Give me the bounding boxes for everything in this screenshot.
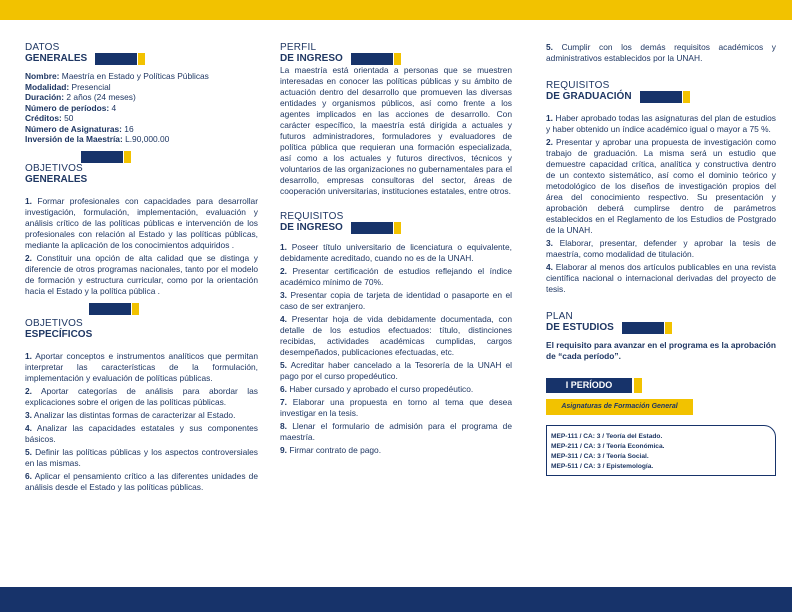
data-row: Número de Asignaturas: 16 [25, 123, 134, 134]
section-heading: OBJETIVOS [25, 317, 83, 329]
list-item: 2. Constituir una opción de alta calidad que se distinga y diferencie de otros programas nacionales, tanto por el modelo de formación y estructura curricular, como por la orientación hacia el Estado y la política pública . [25, 252, 258, 296]
section-heading-bold: DE INGRESO [280, 222, 512, 234]
list-item: 4. Analizar las capacidades estatales y sus componentes básicos. [25, 422, 258, 444]
plan-text: El requisito para avanzar en el programa es la aprobación de “cada período”. [546, 340, 776, 361]
general-data [25, 71, 258, 145]
section-heading: PLAN [546, 311, 573, 322]
list-item: 6. Aplicar el pensamiento crítico a las diferentes unidades de análisis desde el Estado y las políticas públicas. [25, 470, 258, 492]
list-item: 2. Presentar certificación de estudios reflejando el índice académico mínimo de 70%. [280, 266, 512, 287]
list-item: 4. Elaborar al menos dos artículos publicables en una revista científica nacional o internacional derivadas del proyecto de tesis. [546, 262, 776, 294]
data-row: Créditos: 50 [25, 113, 74, 123]
data-row: Nombre: Maestría en Estado y Políticas Públicas [25, 71, 209, 81]
top-accent-bar [0, 0, 792, 20]
section-heading: OBJETIVOS [25, 162, 83, 174]
list-item: 5. Definir las políticas públicas y los aspectos controversiales en las mismas. [25, 446, 258, 468]
list-item: 4. Presentar hoja de vida debidamente documentada, con detalle de los estudios efectuados: título, distinciones recibidas, actividades académicas cumplidas, cargos desempeñados, publicaciones efectuadas, etc. [280, 314, 512, 357]
list-item: 5. Cumplir con los demás requisitos académicos y administrativos establecidos por la UNAH. [546, 42, 776, 63]
data-row: Número de períodos: 4 [25, 102, 117, 113]
list-item: 1. Formar profesionales con capacidades para desarrollar investigación, formulación, implementación, evaluación y análisis crítico de las políticas públicas e intervención de los profesionales con relación al Estado y las políticas públicas, mediante la aplicación de los conocimientos adquiridos . [25, 195, 258, 250]
list-item: 1. Poseer título universitario de licenciatura o equivalente, debidamente acreditado, cuando no es de la UNAH. [280, 242, 512, 263]
heading-mark [95, 53, 145, 65]
list-item: 2. Presentar y aprobar una propuesta de investigación como trabajo de graduación. La misma será un estudio que demuestre capacidad crítica, analítica y constructiva dentro de un contexto sistemático, así como el dominio teórico y metodológico de los diseños de investigación propios del área del conocimiento respectivo. Su presentación y aprobación deberá cumplirse dentro de parámetros establecidos en el Reglamento de los Estudios de Postgrado de la UNAH. [546, 137, 776, 235]
bottom-accent-bar [0, 587, 792, 612]
admission-requirements [280, 242, 512, 456]
section-heading-bold: DE GRADUACIÓN [546, 91, 776, 103]
column-middle [280, 42, 512, 458]
general-objectives [25, 196, 258, 297]
course-item: MEP-111 / CA: 3 / Teoría del Estado. [551, 433, 663, 440]
list-item: 1. Aportar conceptos e instrumentos analíticos que permitan interpretar las características de la formulación, implementación y evaluación de políticas públicas. [25, 350, 258, 383]
period-badge: I PERÍODO [546, 378, 776, 393]
list-item: 2. Aportar categorías de análisis para abordar las explicaciones sobre el origen de las políticas públicas. [25, 385, 258, 407]
list-item: 9. Firmar contrato de pago. [280, 445, 382, 455]
section-heading-bold: GENERALES [25, 173, 88, 185]
profile-text: La maestría está orientada a personas que se muestren interesadas en conocer las políticas públicas y su ámbito de actuación dentro del desarrollo que promueven las diversas entidades y organismos públicos, así como frente a los agentes implicados en las acciones de desarrollo. Con carácter específico, la maestría está dirigida a actuales y futuros administradores, formuladores y evaluadores de política pública que requieran una formación especializada, así como a los actuales y futuros directivos, técnicos y voluntarios de las organizaciones no gubernamentales para el desarrollo, empresas consultoras del sector, áreas de cooperación universitarias, instituciones estatales, entre otros. [280, 65, 512, 196]
mark-row [25, 151, 258, 163]
section-heading: PERFIL [280, 42, 317, 53]
list-item: 3. Presentar copia de tarjeta de identidad o pasaporte en el caso de ser extranjero. [280, 290, 512, 311]
specific-objectives [25, 351, 258, 493]
section-heading-bold: DE ESTUDIOS [546, 322, 776, 334]
data-row: Inversión de la Maestría: L.90,000.00 [25, 134, 170, 144]
section-heading: REQUISITOS [280, 211, 344, 222]
list-item: 1. Haber aprobado todas las asignaturas del plan de estudios y haber obtenido un índice académico igual o mayor a 75 %. [546, 113, 776, 134]
course-item: MEP-211 / CA: 3 / Teoría Económica. [551, 443, 665, 450]
list-item: 3. Elaborar, presentar, defender y aprobar la tesis de maestría, como modalidad de titulación. [546, 238, 776, 259]
list-item: 6. Haber cursado y aprobado el curso propedéutico. [280, 384, 474, 394]
list-item: 5. Acreditar haber cancelado a la Tesorería de la UNAH el pago por el curso propedéutico. [280, 360, 512, 381]
course-item: MEP-311 / CA: 3 / Teoría Social. [551, 453, 649, 460]
section-heading: DATOS [25, 42, 60, 53]
column-right [546, 42, 776, 476]
section-heading-bold: GENERALES [25, 53, 258, 65]
list-item: 7. Elaborar una propuesta en torno al tema que desea investigar en la tesis. [280, 397, 512, 418]
course-list [546, 425, 776, 476]
section-heading-bold: ESPECÍFICOS [25, 328, 93, 340]
section-heading-bold: DE INGRESO [280, 53, 512, 65]
list-item: 8. Llenar el formulario de admisión para el programa de maestría. [280, 421, 512, 442]
data-row: Duración: 2 años (24 meses) [25, 92, 136, 102]
column-left [25, 42, 258, 495]
course-item: MEP-511 / CA: 3 / Epistemología. [551, 463, 654, 470]
section-heading: REQUISITOS [546, 80, 610, 91]
mark-row [25, 303, 258, 318]
graduation-requirements [546, 113, 776, 295]
list-item: 3. Analizar las distintas formas de caracterizar al Estado. [25, 409, 236, 420]
period-subtitle: Asignaturas de Formación General [546, 399, 693, 415]
data-row: Modalidad: Presencial [25, 81, 111, 92]
